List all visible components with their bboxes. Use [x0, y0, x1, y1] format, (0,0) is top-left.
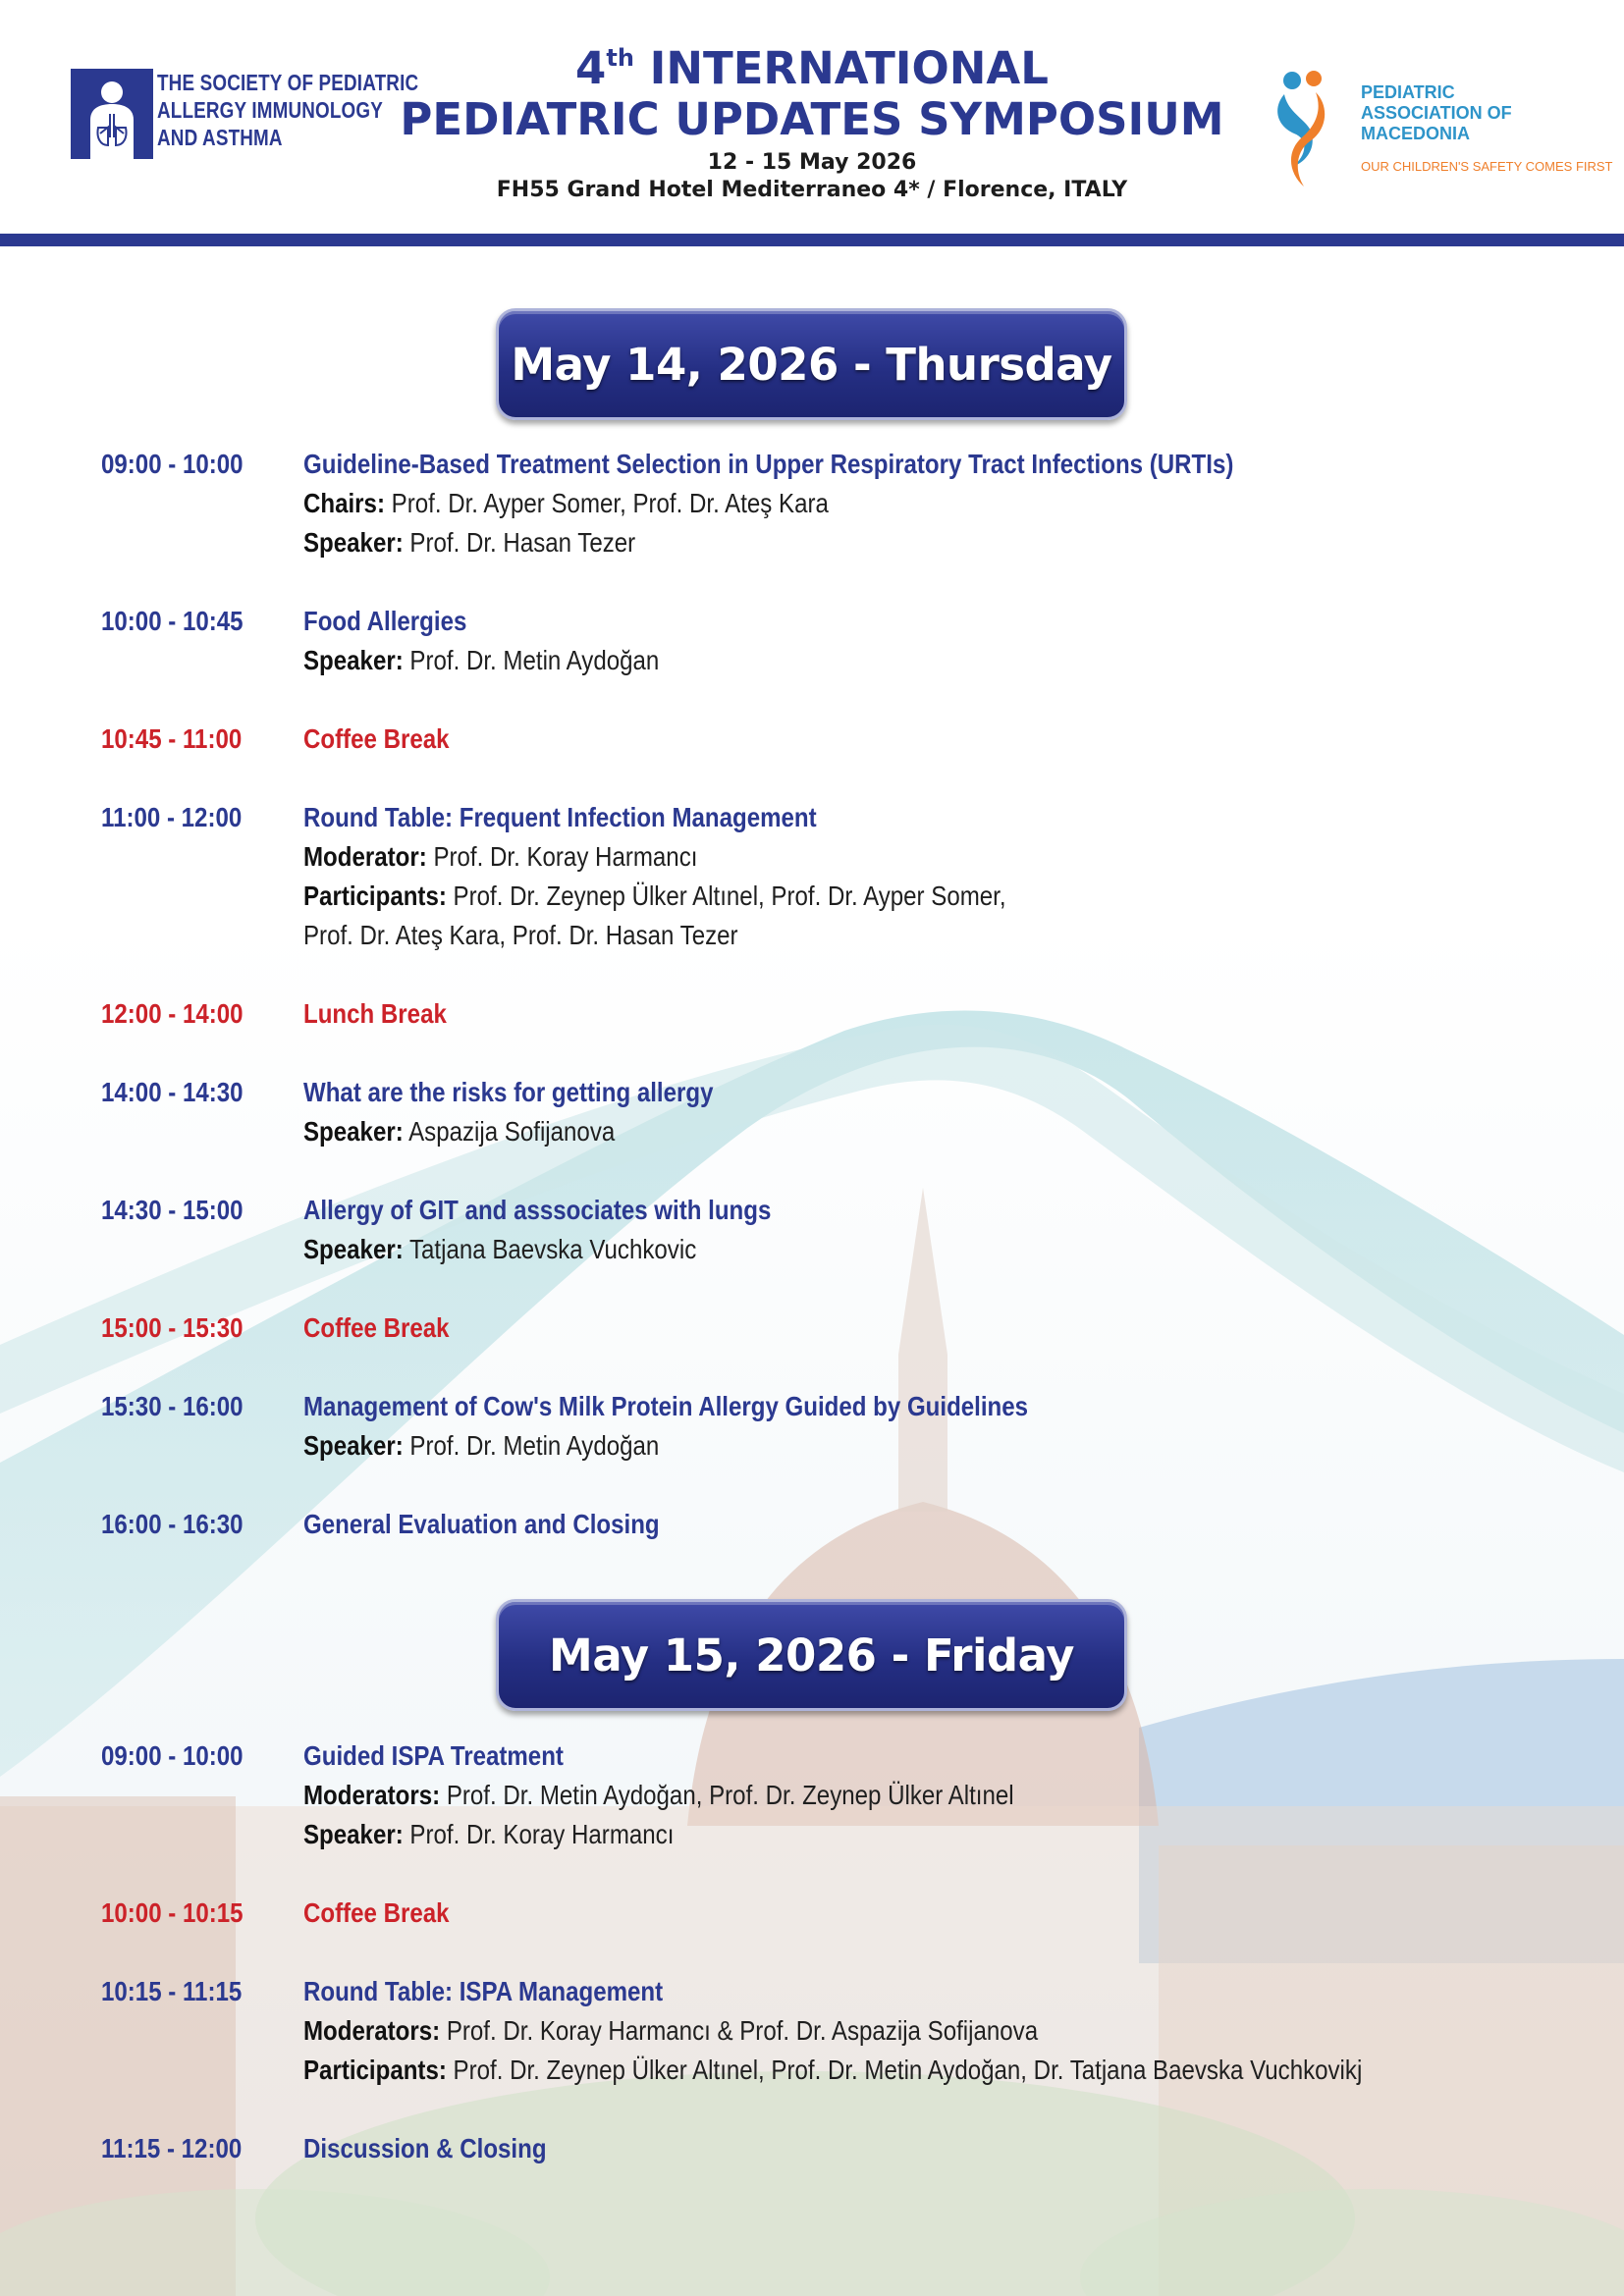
detail-text: Prof. Dr. Ateş Kara, Prof. Dr. Hasan Tezer	[303, 920, 738, 950]
detail-label: Speaker:	[303, 1116, 404, 1147]
society-name-line: ALLERGY IMMUNOLOGY	[157, 97, 383, 123]
break-title: Coffee Break	[303, 1312, 450, 1343]
detail-label: Participants:	[303, 2055, 447, 2085]
detail-label: Speaker:	[303, 527, 404, 558]
session-time: 14:30 - 15:00	[101, 1195, 244, 1225]
society-logo	[71, 69, 419, 159]
session-time: 14:00 - 14:30	[101, 1077, 244, 1107]
title-line-1-text: INTERNATIONAL	[633, 42, 1049, 94]
title-line-1	[373, 43, 1251, 94]
detail-text: Prof. Dr. Koray Harmancı & Prof. Dr. Aspazija Sofijanova	[440, 2015, 1039, 2046]
session-detail	[303, 484, 1418, 523]
session-time: 09:00 - 10:00	[101, 1740, 244, 1771]
detail-text: Prof. Dr. Ayper Somer, Prof. Dr. Ateş Kara	[384, 488, 829, 518]
break-title: Lunch Break	[303, 998, 447, 1029]
session-title: Guideline-Based Treatment Selection in Upper Respiratory Tract Infections (URTIs)	[303, 449, 1234, 479]
session-time: 15:30 - 16:00	[101, 1391, 244, 1421]
session-detail	[303, 916, 1418, 955]
detail-label: Speaker:	[303, 1430, 404, 1461]
session-time: 11:00 - 12:00	[101, 802, 243, 832]
session-time: 15:00 - 15:30	[101, 1312, 244, 1343]
session-title: What are the risks for getting allergy	[303, 1077, 714, 1107]
session-detail	[303, 837, 1418, 877]
session-time: 10:15 - 11:15	[101, 1976, 243, 2006]
detail-label: Speaker:	[303, 1819, 404, 1849]
session-title: Food Allergies	[303, 606, 467, 636]
session-detail	[303, 2051, 1418, 2090]
session-title: Round Table: ISPA Management	[303, 1976, 664, 2006]
session-detail	[303, 2011, 1418, 2051]
session-detail	[303, 1815, 1418, 1854]
detail-label: Participants:	[303, 881, 447, 911]
detail-label: Moderator:	[303, 841, 427, 872]
session-detail	[303, 1426, 1418, 1466]
association-logo	[1271, 69, 1613, 187]
session-time: 09:00 - 10:00	[101, 449, 244, 479]
society-name-line: THE SOCIETY OF PEDIATRIC	[157, 70, 419, 95]
break-title: Coffee Break	[303, 1897, 450, 1928]
session-detail	[303, 877, 1418, 916]
association-name-line: PEDIATRIC	[1361, 82, 1455, 102]
event-dates: 12 - 15 May 2026	[707, 150, 917, 175]
title-line-2: PEDIATRIC UPDATES SYMPOSIUM	[400, 93, 1224, 145]
detail-text: Prof. Dr. Zeynep Ülker Altınel, Prof. Dr. Metin Aydoğan, Dr. Tatjana Baevska Vuchkovikj	[446, 2055, 1363, 2085]
detail-label: Speaker:	[303, 645, 404, 675]
detail-text: Prof. Dr. Zeynep Ülker Altınel, Prof. Dr. Ayper Somer,	[446, 881, 1006, 911]
title-number: 4	[575, 42, 607, 94]
lungs-icon	[71, 69, 153, 159]
session-title: Guided ISPA Treatment	[303, 1740, 564, 1771]
session-title: Round Table: Frequent Infection Management	[303, 802, 817, 832]
break-title: Coffee Break	[303, 723, 450, 754]
day-label: May 15, 2026 - Friday	[549, 1629, 1074, 1682]
event-venue: FH55 Grand Hotel Mediterraneo 4* / Florence, ITALY	[496, 178, 1128, 202]
session-detail	[303, 641, 1418, 680]
family-figure-icon	[1271, 69, 1339, 187]
session-time: 10:00 - 10:15	[101, 1897, 244, 1928]
session-time: 10:45 - 11:00	[101, 723, 243, 754]
association-name	[1361, 82, 1512, 144]
detail-text: Prof. Dr. Koray Harmancı	[403, 1819, 675, 1849]
association-name-line: MACEDONIA	[1361, 124, 1470, 143]
detail-label: Moderators:	[303, 2015, 441, 2046]
session-time: 12:00 - 14:00	[101, 998, 244, 1029]
session-detail	[303, 1112, 1418, 1151]
symposium-title	[373, 43, 1251, 204]
detail-text: Prof. Dr. Koray Harmancı	[426, 841, 698, 872]
title-ordinal: th	[606, 44, 634, 72]
detail-text: Prof. Dr. Hasan Tezer	[403, 527, 636, 558]
session-detail	[303, 523, 1418, 562]
day-label: May 14, 2026 - Thursday	[511, 338, 1112, 391]
association-name-line: ASSOCIATION OF	[1361, 103, 1512, 123]
detail-label: Moderators:	[303, 1780, 441, 1810]
header	[0, 0, 1624, 234]
header-divider	[0, 234, 1624, 246]
detail-label: Chairs:	[303, 488, 385, 518]
session-title: Discussion & Closing	[303, 2133, 547, 2163]
session-time: 16:00 - 16:30	[101, 1509, 244, 1539]
association-tagline: OUR CHILDREN'S SAFETY COMES FIRST	[1361, 159, 1613, 174]
society-name-line: AND ASTHMA	[157, 125, 283, 150]
session-title: Management of Cow's Milk Protein Allergy Guided by Guidelines	[303, 1391, 1029, 1421]
session-title: Allergy of GIT and asssociates with lungs	[303, 1195, 772, 1225]
session-time: 11:15 - 12:00	[101, 2133, 243, 2163]
session-detail	[303, 1776, 1418, 1815]
detail-label: Speaker:	[303, 1234, 404, 1264]
detail-text: Prof. Dr. Metin Aydoğan, Prof. Dr. Zeynep Ülker Altınel	[440, 1780, 1014, 1810]
detail-text: Prof. Dr. Metin Aydoğan	[403, 645, 660, 675]
session-detail	[303, 1230, 1418, 1269]
detail-text: Prof. Dr. Metin Aydoğan	[403, 1430, 660, 1461]
session-time: 10:00 - 10:45	[101, 606, 244, 636]
session-title: General Evaluation and Closing	[303, 1509, 660, 1539]
day-banner-thursday	[496, 308, 1127, 420]
day-banner-friday	[496, 1599, 1127, 1711]
detail-text: Tatjana Baevska Vuchkovic	[403, 1234, 697, 1264]
detail-text: Aspazija Sofijanova	[403, 1116, 616, 1147]
